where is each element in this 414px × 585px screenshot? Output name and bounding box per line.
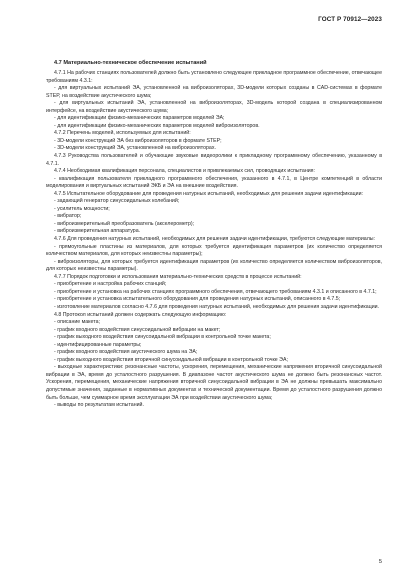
paragraph: 4.7.6 Для проведения натурных испытаний, необходимых для решения задачи идентификации, требуются следующие материалы: [54, 236, 375, 243]
document-header: ГОСТ Р 70912—2023 [318, 16, 382, 23]
paragraph: - 3D-модели конструкций ЭА, установленной на виброизоляторах. [54, 145, 216, 152]
paragraph: - виброизмерительный преобразователь (акселерометр); [54, 220, 195, 227]
paragraph: 4.8 Протокол испытаний должен содержать следующую информацию: [54, 311, 227, 318]
paragraph: - 3D-модели конструкций ЭА без виброизоляторов в формате STEP; [54, 137, 222, 144]
paragraph: - усилитель мощности; [54, 205, 110, 212]
paragraph: 4.7.2 Перечень моделей, используемых для испытаний: [54, 130, 191, 137]
paragraph: - прямоугольные пластины из материалов, для которых требуется идентификация параметров (их количество определяется количеством материалов, для которых неизвестны параметры); [46, 243, 382, 258]
paragraph: - график выходного воздействия синусоидальной вибрации в контрольной точке макета; [54, 334, 271, 341]
paragraph: - виброизмерительная аппаратура. [54, 228, 141, 235]
paragraph: - для виртуальных испытаний ЭА, установленной на виброизоляторах, 3D-модели которых созданы в CAD-системах в формате STEP, на воздействие акустического шума; [46, 85, 382, 99]
paragraph: 4.7.1 На рабочих станциях пользователей должно быть установлено следующее прикладное программное обеспечение, отвечающее требованиям 4.3.1: [46, 70, 382, 84]
paragraph: - приобретение и настройка рабочих станций; [54, 281, 167, 288]
paragraph: - описание макета; [54, 319, 101, 326]
paragraph: - квалификация пользователя прикладного программного обеспечения, указанного в 4.7.1, в Центре компетенций в области моделирования и виртуальных испытаний ЭКБ и ЭА на внешние воздействия. [46, 175, 382, 190]
paragraph: - приобретение и установка на рабочих станциях программного обеспечения, отвечающего требованиям 4.3.1 и описанного в 4.7.1; [54, 288, 377, 295]
document-body [46, 70, 382, 410]
paragraph: - виброизоляторы, для которых требуется идентификация параметров (их количество определяется количеством виброизоляторов, для которых неизвестны параметры). [46, 258, 382, 273]
paragraph: - график выходного воздействия вторичной синусоидальной вибрации в контрольной точке ЭА; [54, 356, 288, 363]
paragraph: - приобретение и установка испытательного оборудования для проведения натурных испытаний, описанного в 4.7.5; [54, 296, 341, 303]
paragraph: 4.7.5 Испытательное оборудование для проведения натурных испытаний, необходимых для решения задачи идентификации: [54, 190, 364, 197]
paragraph: - для виртуальных испытаний ЭА, установленной на виброизоляторах, 3D-модель которой создана в специализированном интерфейсе, на воздействие акустического шума; [46, 100, 382, 114]
paragraph: - график входного воздействия синусоидальной вибрации на макет; [54, 326, 221, 333]
paragraph: - задающий генератор синусоидальных колебаний; [54, 198, 180, 205]
paragraph: - вибратор; [54, 213, 82, 220]
page-number: 5 [378, 559, 382, 565]
paragraph: - график входного воздействия акустического шума на ЭА; [54, 349, 198, 356]
paragraph: 4.7.7 Порядок подготовки и использования материально-технических средств в процессе испытаний: [54, 273, 302, 280]
paragraph: - выходные характеристики: резонансные частоты, ускорения, перемещения, механические напряжения вторичной синусоидальной вибрации в ЭА, время до усталостного разрушения. В диапазоне частот акустического шума не должно быть резонансных частот. Ускорения, перемещения, механические напряжения вторичной синусоидальной вибрации в ЭА не должны превышать максимально допустимые значения, заданные в нормативных документах и технической документации. Время до усталостного разрушения должно быть больше, чем суммарное время эксплуатации ЭА при воздействии акустического шума; [46, 364, 382, 401]
paragraph: - идентифицированные параметры; [54, 341, 142, 348]
paragraph: - для идентификации физико-механических параметров моделей виброизоляторов. [54, 122, 260, 129]
paragraph: - выводы по результатам испытаний. [54, 402, 144, 409]
paragraph: 4.7.3 Руководства пользователей и обучающие звуковые видеоролики к прикладному программному обеспечению, указанному в 4.7.1. [46, 153, 382, 167]
paragraph: - для идентификации физико-механических параметров моделей ЭА; [54, 115, 225, 122]
paragraph: - изготовление материалов согласно 4.7.6 для проведения натурных испытаний, необходимых для решения задачи идентификации. [54, 303, 380, 310]
section-title: 4.7 Материально-техническое обеспечение испытаний [54, 60, 207, 66]
paragraph: 4.7.4 Необходимая квалификация персонала, специалистов и привлекаемых сил, проводящих испытания: [54, 168, 315, 175]
